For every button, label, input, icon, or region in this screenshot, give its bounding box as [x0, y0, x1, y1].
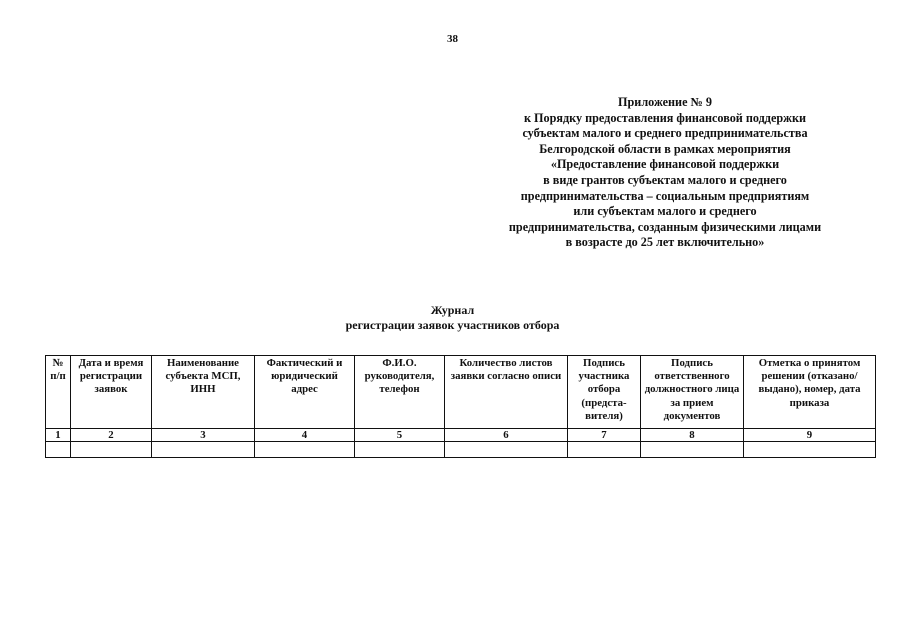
- table-cell: [568, 442, 641, 458]
- appendix-line: в возрасте до 25 лет включительно»: [565, 235, 765, 250]
- appendix-line: Белгородской области в рамках мероприятия: [539, 141, 791, 156]
- column-number: 9: [744, 429, 876, 442]
- appendix-line: субъектам малого и среднего предпринимательства: [522, 126, 808, 141]
- column-number: 5: [355, 429, 445, 442]
- journal-subtitle: регистрации заявок участников отбора: [345, 318, 560, 332]
- table-cell: [255, 442, 355, 458]
- journal-heading: [0, 303, 905, 333]
- column-number: 6: [445, 429, 568, 442]
- column-number: 8: [641, 429, 744, 442]
- column-number-row: [46, 429, 876, 442]
- registration-table: [45, 355, 876, 458]
- table-row: [46, 442, 876, 458]
- page-number: 38: [447, 33, 458, 45]
- header-registration-datetime: Дата и время регистрации заявок: [71, 356, 152, 429]
- column-number: 7: [568, 429, 641, 442]
- header-participant-signature: Подпись участника отбора (предста-вителя): [568, 356, 641, 429]
- table-cell: [152, 442, 255, 458]
- column-number: 1: [46, 429, 71, 442]
- column-number: 3: [152, 429, 255, 442]
- appendix-line: предпринимательства, созданным физическими лицами: [508, 219, 822, 234]
- appendix-line: предпринимательства – социальным предприятиям: [520, 188, 810, 203]
- journal-title: Журнал: [430, 303, 475, 317]
- appendix-line: в виде грантов субъектам малого и среднего: [543, 172, 787, 187]
- table-cell: [71, 442, 152, 458]
- header-head-name: Ф.И.О. руководителя, телефон: [355, 356, 445, 429]
- appendix-line: «Предоставление финансовой поддержки: [550, 157, 780, 172]
- header-entity-name: Наименование субъекта МСП, ИНН: [152, 356, 255, 429]
- header-number: № п/п: [46, 356, 71, 429]
- table-cell: [641, 442, 744, 458]
- appendix-line: или субъектам малого и среднего: [573, 204, 757, 219]
- table-cell: [744, 442, 876, 458]
- appendix-title: Приложение № 9: [618, 95, 712, 109]
- header-sheet-count: Количество листов заявки согласно описи: [445, 356, 568, 429]
- appendix-header: [470, 95, 860, 251]
- header-address: Фактический и юридический адрес: [255, 356, 355, 429]
- table-cell: [355, 442, 445, 458]
- header-decision-mark: Отметка о принятом решении (отказано/выдано), номер, дата приказа: [744, 356, 876, 429]
- appendix-line: к Порядку предоставления финансовой поддержки: [523, 110, 807, 125]
- column-number: 4: [255, 429, 355, 442]
- table-cell: [445, 442, 568, 458]
- header-officer-signature: Подпись ответственного должностного лица за прием документов: [641, 356, 744, 429]
- table-header-row: [46, 356, 876, 429]
- table-cell: [46, 442, 71, 458]
- column-number: 2: [71, 429, 152, 442]
